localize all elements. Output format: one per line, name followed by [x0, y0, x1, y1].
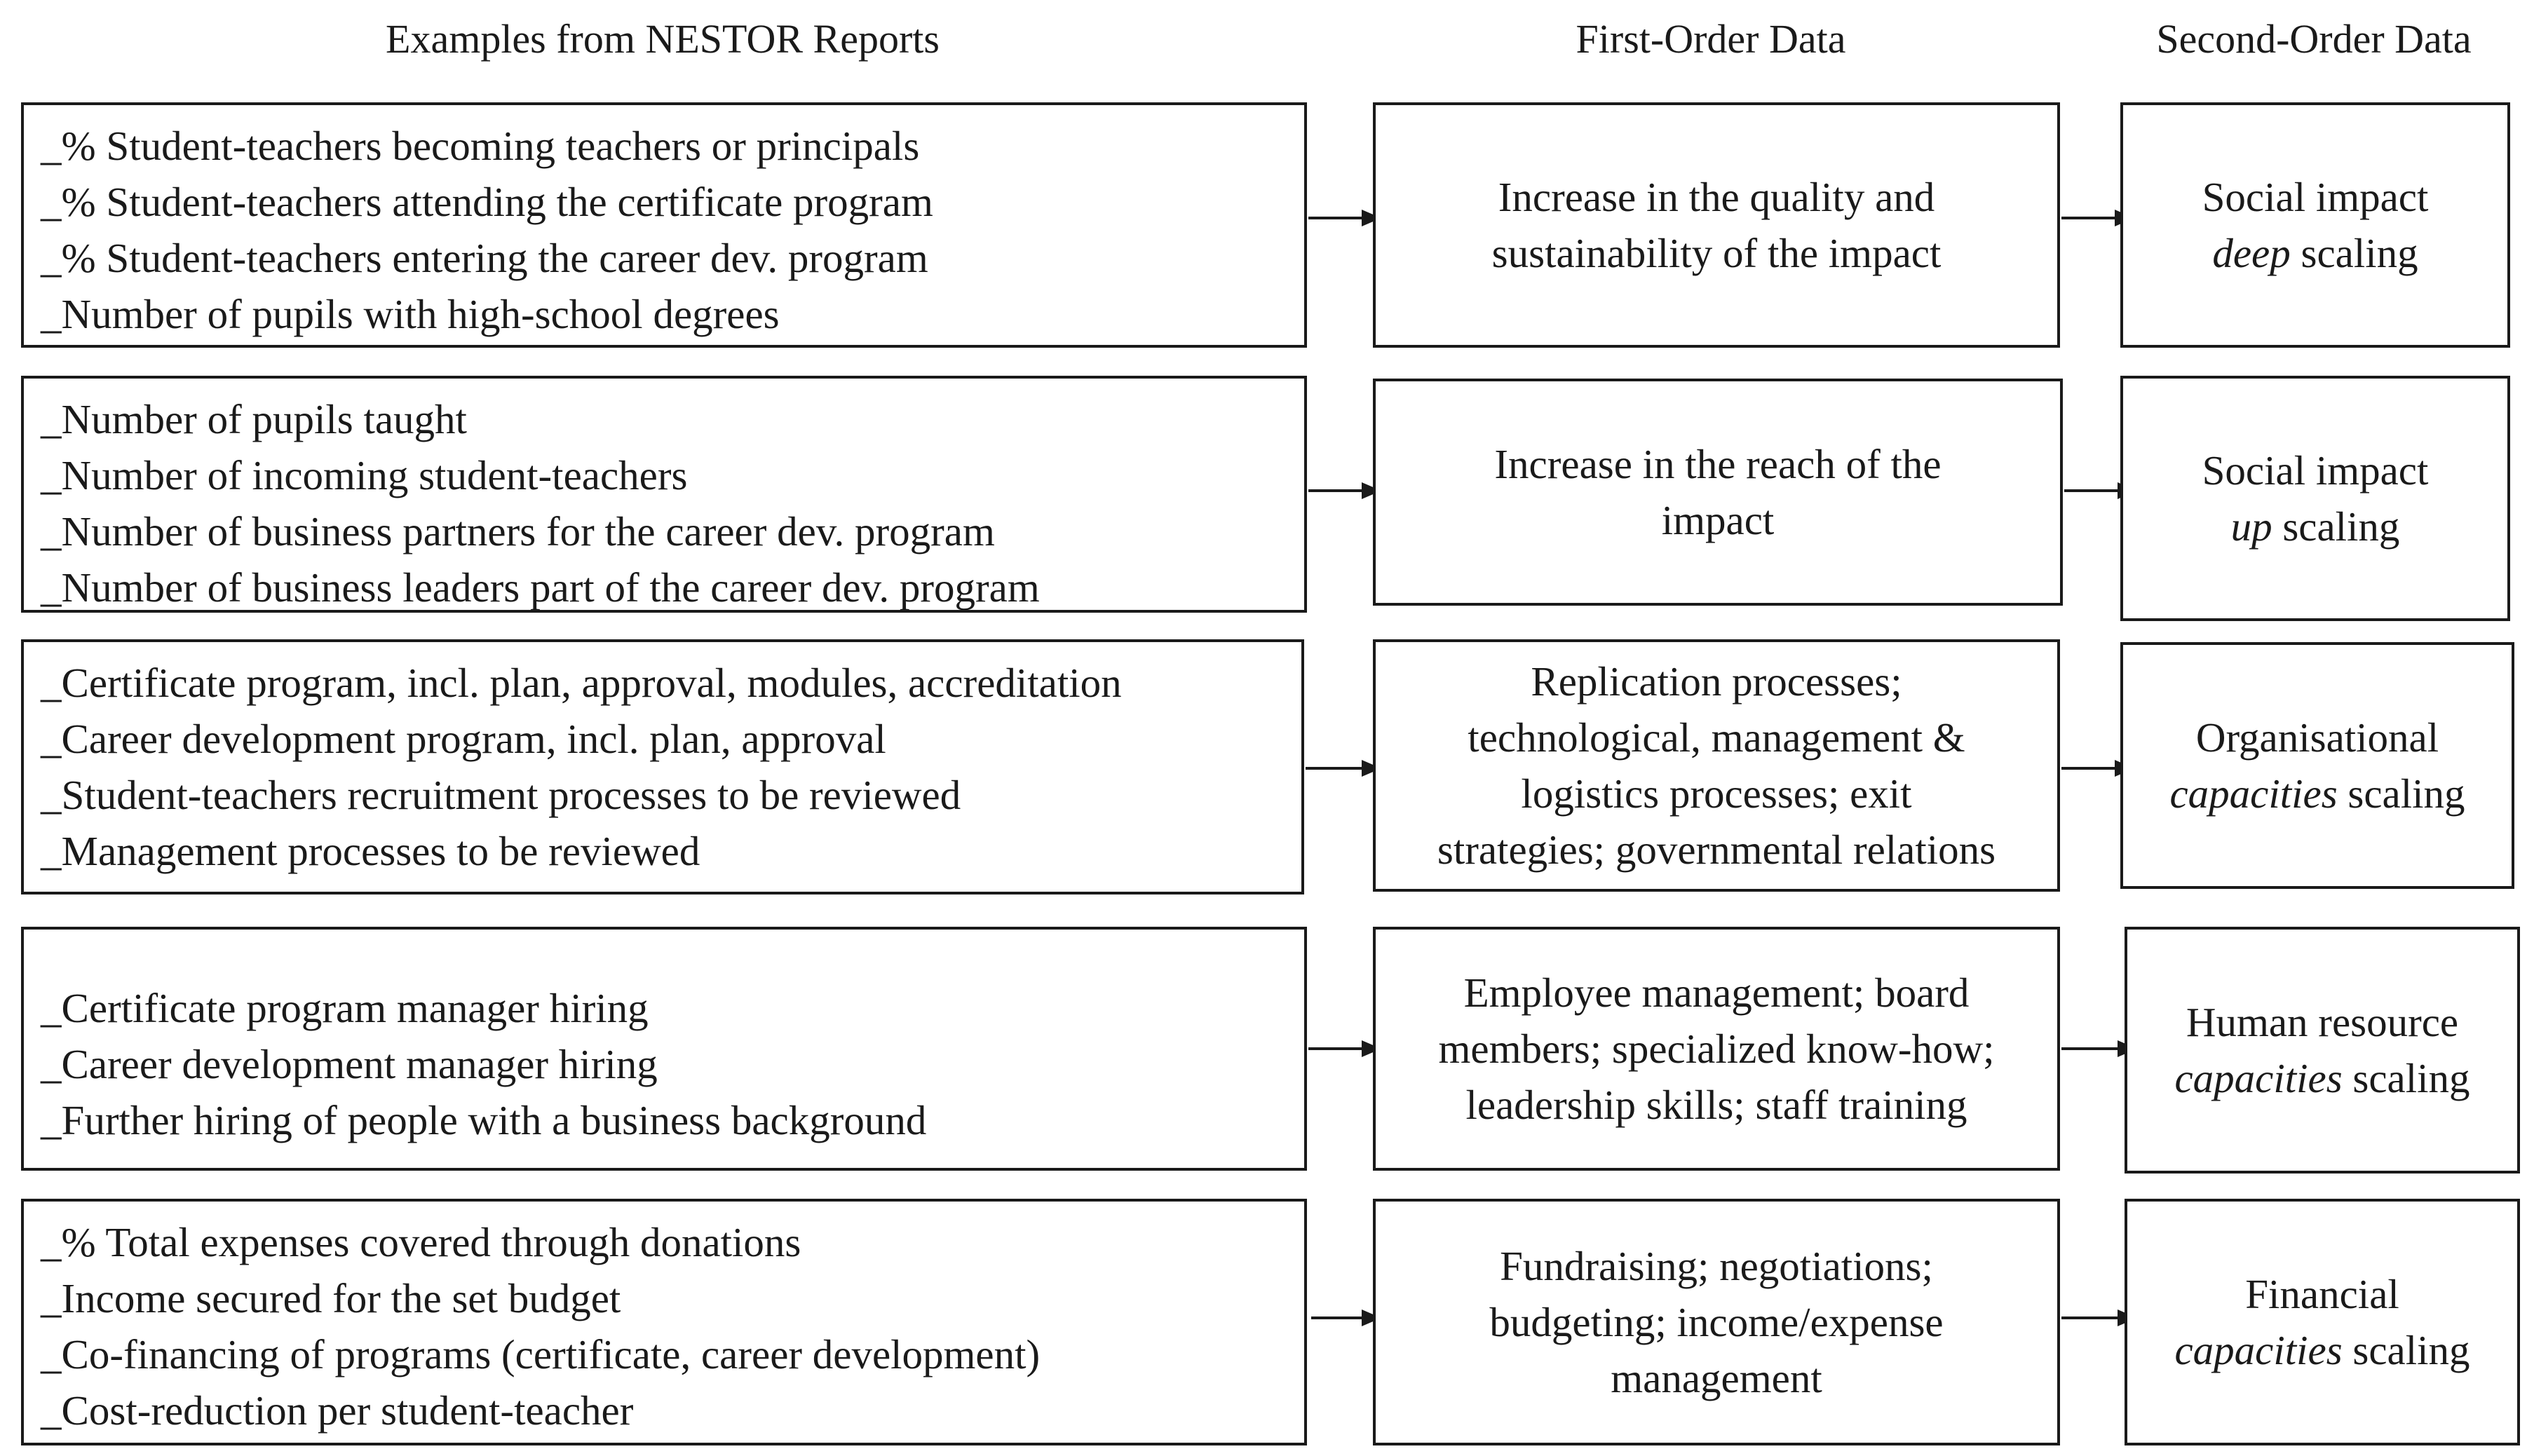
- second-order-rest: scaling: [2272, 503, 2400, 550]
- second-order-line: Organisational: [2195, 714, 2439, 761]
- example-item: _Number of pupils taught: [41, 396, 467, 442]
- examples-box-organisational: [21, 639, 1304, 894]
- second-order-rest: scaling: [2342, 1327, 2470, 1373]
- second-order-rest: scaling: [2342, 1055, 2470, 1101]
- example-item: _Number of business leaders part of the career dev. program: [41, 564, 1040, 611]
- second-order-italic: capacities: [2174, 1055, 2343, 1101]
- example-item: _Career development manager hiring: [41, 1041, 658, 1087]
- second-order-italic: capacities: [2169, 770, 2338, 817]
- first-order-line: members; specialized know-how;: [1438, 1026, 1995, 1072]
- second-order-line: Financial: [2245, 1271, 2399, 1317]
- example-item: _Number of business partners for the career dev. program: [41, 508, 995, 554]
- second-order-italic: up: [2230, 503, 2272, 550]
- second-order-line: Human resource: [2186, 999, 2459, 1045]
- header-second-order: Second-Order Data: [2156, 16, 2472, 62]
- example-item: _Further hiring of people with a business background: [41, 1097, 927, 1143]
- second-order-box-financial: [2125, 1199, 2520, 1445]
- first-order-line: sustainability of the impact: [1491, 230, 1942, 276]
- first-order-line: Employee management; board: [1463, 969, 1970, 1016]
- second-order-line: [2169, 766, 2465, 822]
- second-order-italic: deep: [2212, 230, 2291, 276]
- second-order-box-organisational: [2120, 642, 2514, 889]
- second-order-rest: scaling: [2337, 770, 2465, 817]
- example-item: _% Total expenses covered through donations: [41, 1219, 801, 1265]
- example-item: _Number of incoming student-teachers: [41, 452, 688, 498]
- examples-box-financial: [21, 1199, 1307, 1445]
- example-item: _Career development program, incl. plan, approval: [41, 716, 886, 762]
- second-order-box-deep-scaling: [2120, 102, 2510, 348]
- example-item: _% Student-teachers attending the certificate program: [41, 179, 933, 225]
- first-order-box-quality: [1373, 102, 2060, 348]
- example-item: _Cost-reduction per student-teacher: [41, 1387, 634, 1434]
- example-item: _Co-financing of programs (certificate, career development): [41, 1331, 1041, 1377]
- example-item: _Certificate program manager hiring: [41, 985, 649, 1031]
- example-item: _Number of pupils with high-school degrees: [41, 291, 780, 337]
- first-order-line: Replication processes;: [1531, 658, 1902, 705]
- first-order-box-financial: [1373, 1199, 2060, 1445]
- first-order-line: budgeting; income/expense: [1489, 1299, 1944, 1345]
- second-order-box-up-scaling: [2120, 376, 2510, 621]
- first-order-line: logistics processes; exit: [1521, 770, 1912, 817]
- second-order-rest: scaling: [2290, 230, 2418, 276]
- first-order-line: strategies; governmental relations: [1437, 826, 1996, 873]
- second-order-line: [2174, 1050, 2470, 1106]
- second-order-line: Social impact: [2202, 174, 2429, 220]
- second-order-italic: capacities: [2174, 1327, 2343, 1373]
- example-item: _% Student-teachers becoming teachers or principals: [41, 123, 920, 169]
- examples-box-quality: [21, 102, 1307, 348]
- second-order-line: [2231, 498, 2400, 554]
- header-examples: Examples from NESTOR Reports: [386, 16, 940, 62]
- first-order-line: Increase in the quality and: [1498, 174, 1935, 220]
- example-item: _Management processes to be reviewed: [41, 828, 700, 874]
- first-order-line: leadership skills; staff training: [1465, 1082, 1967, 1128]
- example-item: _Student-teachers recruitment processes to be reviewed: [41, 772, 961, 818]
- first-order-line: technological, management &: [1468, 714, 1965, 761]
- example-item: _Certificate program, incl. plan, approval, modules, accreditation: [41, 660, 1122, 706]
- example-item: _Income secured for the set budget: [41, 1275, 621, 1321]
- first-order-line: impact: [1661, 497, 1775, 543]
- first-order-line: management: [1611, 1355, 1822, 1401]
- examples-box-reach: [21, 376, 1307, 613]
- second-order-line: [2212, 225, 2418, 281]
- first-order-box-organisational: [1373, 639, 2060, 892]
- second-order-line: [2174, 1322, 2470, 1378]
- first-order-line: Increase in the reach of the: [1494, 441, 1942, 487]
- first-order-box-human-resource: [1373, 927, 2060, 1171]
- examples-box-human-resource: [21, 927, 1307, 1171]
- first-order-line: Fundraising; negotiations;: [1500, 1243, 1933, 1289]
- example-item: _% Student-teachers entering the career dev. program: [41, 235, 928, 281]
- header-first-order: First-Order Data: [1576, 16, 1846, 62]
- first-order-box-reach: [1373, 379, 2063, 606]
- second-order-box-human-resource: [2125, 927, 2520, 1173]
- second-order-line: Social impact: [2202, 447, 2429, 494]
